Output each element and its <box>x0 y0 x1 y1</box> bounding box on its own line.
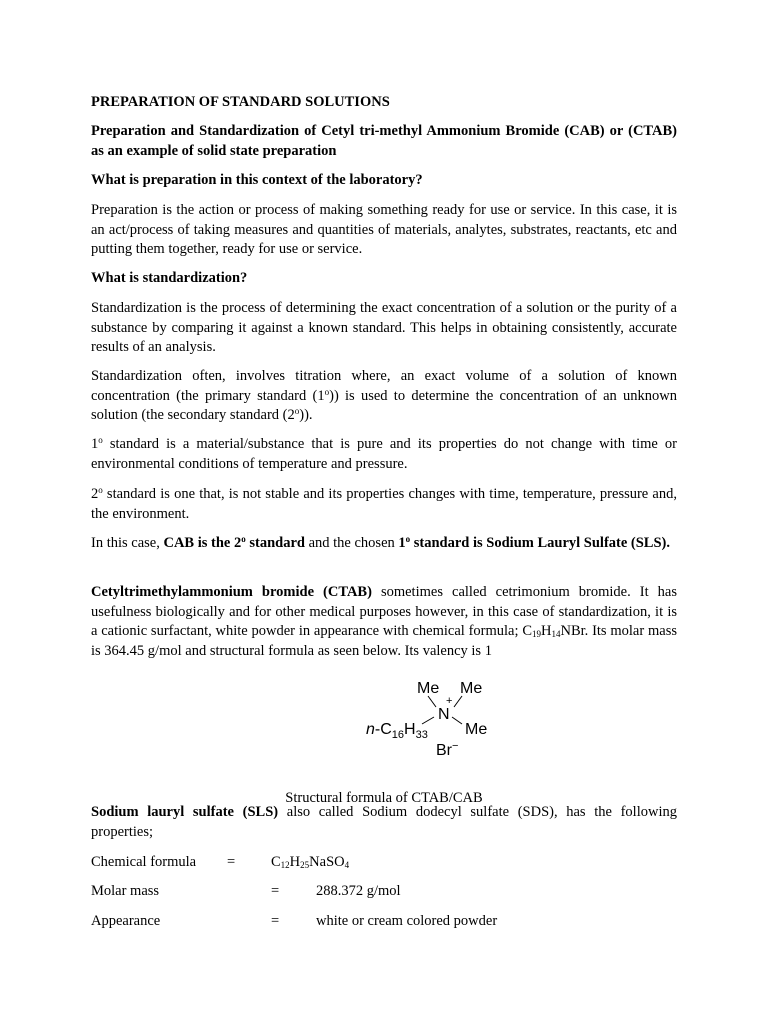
paragraph-primary-standard: 1$^o$ standard is a material/substance that is pure and its properties do not change with time or environmental conditions of temperature and pressure. <box>91 435 677 472</box>
methyl-label-3: Me <box>465 721 488 738</box>
property-row-molar-mass <box>91 882 677 902</box>
property-row-formula <box>91 853 677 873</box>
property-label: Chemical formula <box>91 854 197 870</box>
document-subtitle: Preparation and Standardization of Cetyl tri-methyl Ammonium Bromide (CAB) or (CTAB) as an example of solid state preparation <box>91 123 677 159</box>
question-standardization: What is standardization? <box>91 270 248 286</box>
property-value: 288.372 g/mol <box>316 883 401 899</box>
question-preparation: What is preparation in this context of the laboratory? <box>91 172 423 188</box>
property-equals: = <box>271 913 280 929</box>
ctab-structural-formula <box>366 674 506 762</box>
property-row-appearance <box>91 912 677 932</box>
bond-me2-n <box>454 696 462 707</box>
document-title: PREPARATION OF STANDARD SOLUTIONS <box>91 94 390 110</box>
paragraph-titration: Standardization often, involves titration where, an exact volume of a solution of known concentration (the primary standard (1$^o$)) is used to determine the concentration of an unknown solution (the secondary standard (2$^o$)). <box>91 368 677 423</box>
property-label: Molar mass <box>91 883 160 899</box>
paragraph-secondary-standard: 2$^o$ standard is one that, is not stable and its properties changes with time, temperature, pressure and, the environment. <box>91 485 677 522</box>
charge-plus: + <box>446 695 453 707</box>
nitrogen-label: N <box>438 706 450 723</box>
paragraph-ctab: Cetyltrimethylammonium bromide (CTAB) sometimes called cetrimonium bromide. It has usefulness biologically and for other medical purposes however, in this case of standardization, it is a cationic surfactant, white powder in appearance with chemical formula; $C_{19}H_{14}NBr$. Its molar mass is 364.45 g/mol and structural formula as seen below. Its valency is 1 <box>91 584 678 659</box>
bromide-label: Br− <box>436 740 459 759</box>
structure-caption: Structural formula of CTAB/CAB <box>285 789 483 806</box>
paragraph-sls: Sodium lauryl sulfate (SLS) also called Sodium dodecyl sulfate (SDS), has the following properties; <box>91 804 677 840</box>
property-equals: = <box>271 883 280 899</box>
paragraph-standardization: Standardization is the process of determining the exact concentration of a solution or the purity of a substance by comparing it against a known standard. This helps in obtaining consistently, accurate results of an analysis. <box>91 300 677 355</box>
property-label: Appearance <box>91 913 161 929</box>
bond-me1-n <box>428 696 436 707</box>
property-equals: = <box>227 854 236 870</box>
property-value: $C_{12}H_{25}NaSO_4$ <box>271 854 350 870</box>
methyl-label-2: Me <box>460 680 483 697</box>
property-value: white or cream colored powder <box>316 913 498 929</box>
bond-chain-n <box>422 717 434 724</box>
ctab-structure-drawing <box>366 674 506 762</box>
paragraph-chosen-standards: In this case, CAB is the 2$^o$ standard and the chosen 1$^o$ standard is Sodium Lauryl Sulfate (SLS). <box>91 534 670 551</box>
bond-n-me3 <box>452 717 462 724</box>
alkyl-chain-label: $n-C_{16}H_{33}$ <box>366 721 428 741</box>
paragraph-preparation: Preparation is the action or process of making something ready for use or service. In this case, it is an act/process of taking measures and quantities of materials, analytes, substrates, reactants, etc and putting them together, ready for use or service. <box>91 202 677 257</box>
methyl-label-1: Me <box>417 680 440 697</box>
